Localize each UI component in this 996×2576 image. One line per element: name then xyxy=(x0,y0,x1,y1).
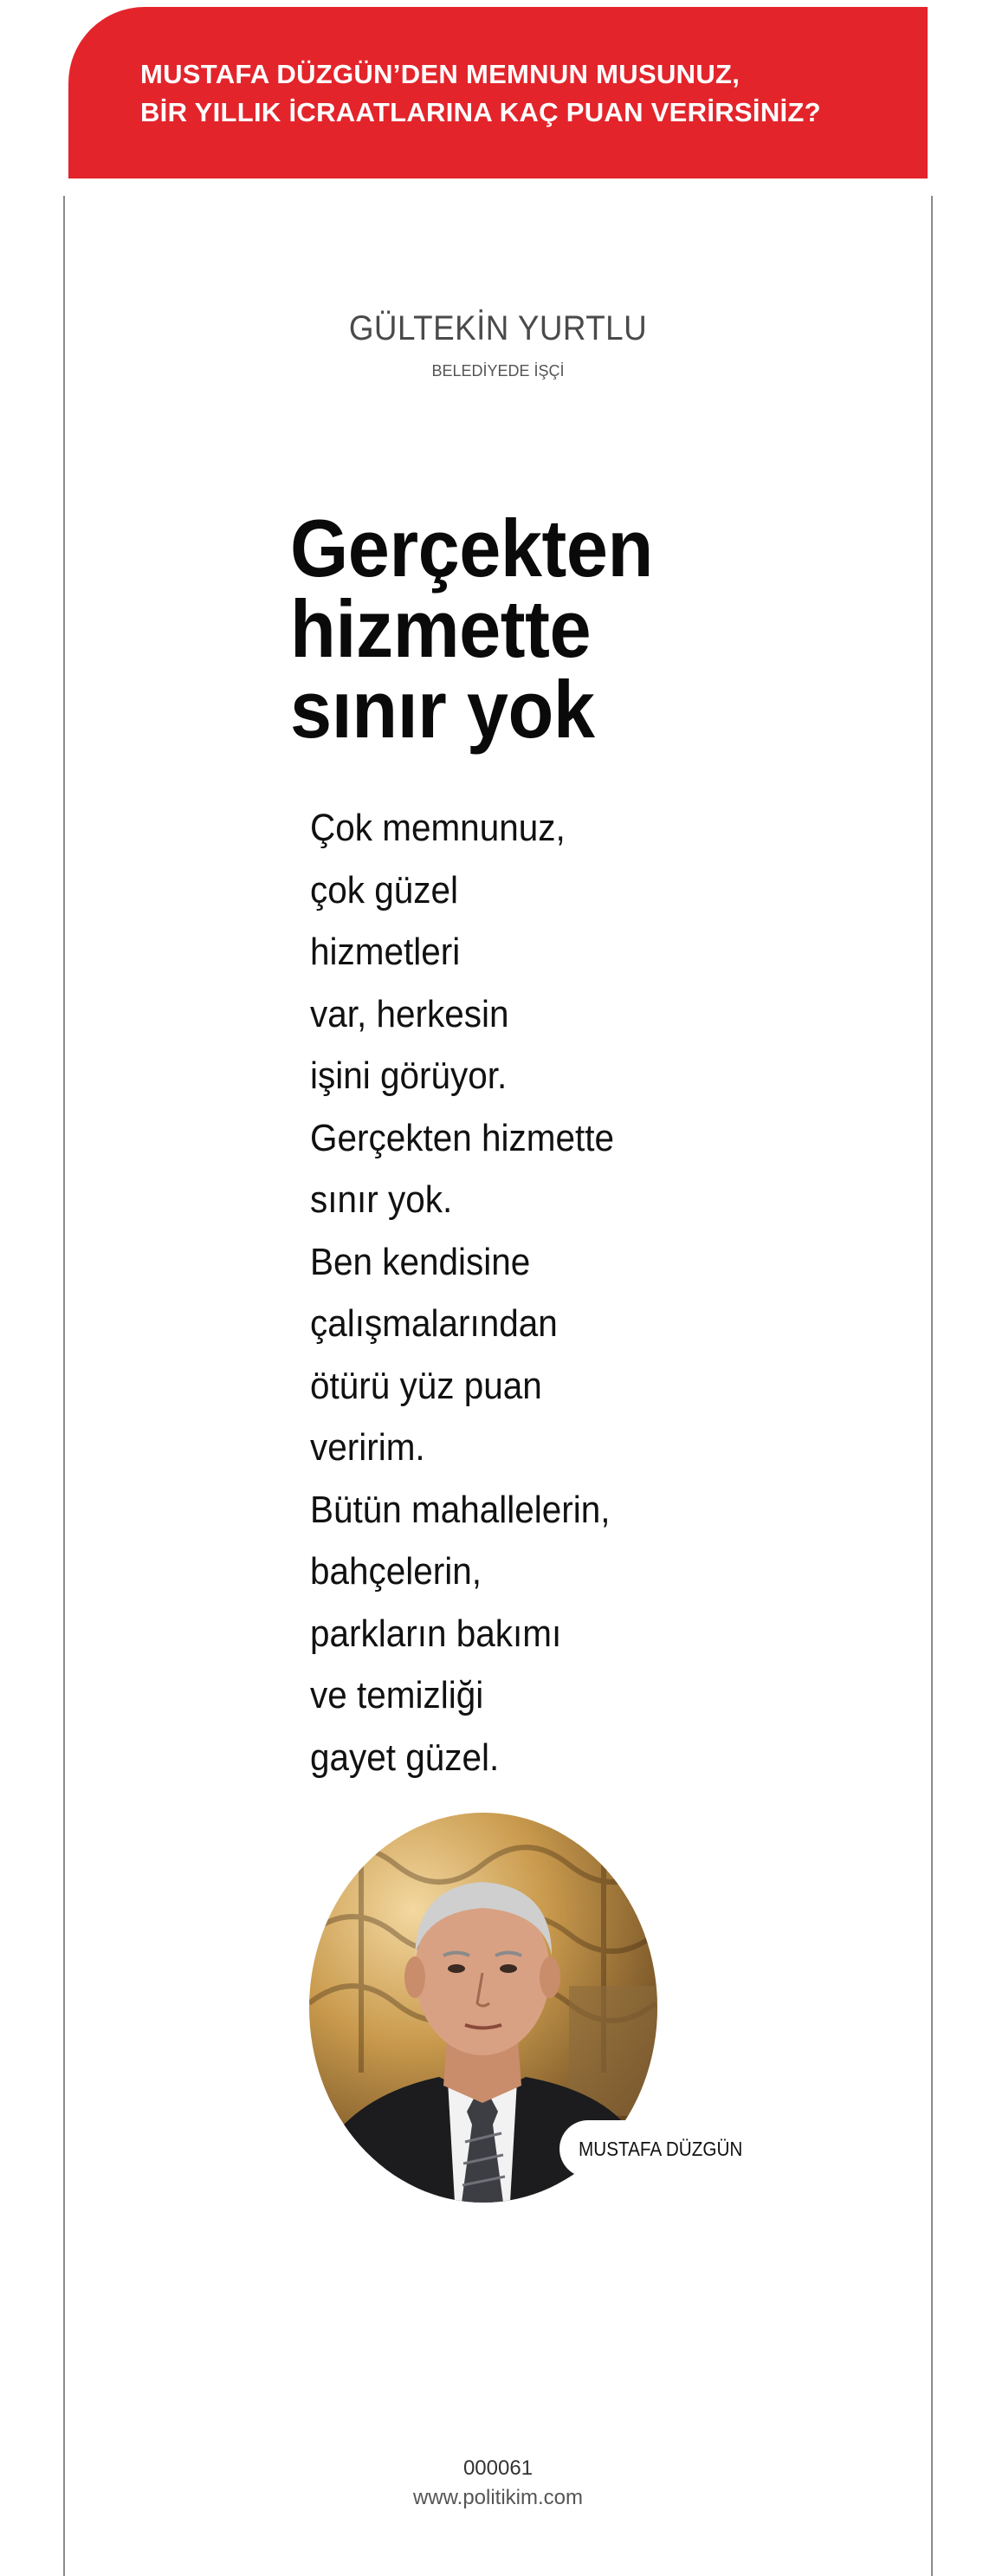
headline-line: Gerçekten xyxy=(290,503,653,594)
quote-line: Gerçekten hizmette xyxy=(310,1116,614,1159)
footer-code: 000061 xyxy=(462,2456,534,2480)
quote-line: işini görüyor. xyxy=(310,1054,508,1097)
quote-line: ötürü yüz puan xyxy=(310,1364,542,1407)
quote-line: gayet güzel. xyxy=(310,1736,500,1779)
quote-line: Bütün mahallelerin, xyxy=(310,1488,611,1531)
headline-line: sınır yok xyxy=(290,664,595,755)
header-banner xyxy=(68,7,928,178)
quote-line: veririm. xyxy=(310,1426,425,1469)
quote-line: parkların bakımı xyxy=(310,1612,562,1655)
quote-line: bahçelerin, xyxy=(310,1550,482,1593)
interviewee-role: BELEDİYEDE İŞÇİ xyxy=(431,362,565,380)
quote-line: hizmetleri xyxy=(310,931,461,973)
header-question-line-2: BİR YILLIK İCRAATLARINA KAÇ PUAN VERİRSİNİZ? xyxy=(140,97,821,127)
header-question-line-1: MUSTAFA DÜZGÜN’DEN MEMNUN MUSUNUZ, xyxy=(140,59,741,89)
quote-line: Ben kendisine xyxy=(310,1240,531,1283)
quote-line: sınır yok. xyxy=(310,1178,453,1221)
quote-body xyxy=(310,797,644,1788)
left-border-line xyxy=(63,196,65,2576)
headline-line: hizmette xyxy=(290,583,592,674)
quote-line: çok güzel xyxy=(310,868,459,912)
quote-line: çalışmalarından xyxy=(310,1302,558,1345)
footer-url[interactable]: www.politikim.com xyxy=(412,2486,584,2509)
interviewee-name: GÜLTEKİN YURTLU xyxy=(348,309,648,347)
quote-line: ve temizliği xyxy=(310,1674,484,1716)
caption-text: MUSTAFA DÜZGÜN xyxy=(579,2137,743,2160)
quote-line: var, herkesin xyxy=(310,992,509,1035)
quote-line: Çok memnunuz, xyxy=(310,807,566,849)
photo-caption xyxy=(559,2120,766,2177)
quote-headline xyxy=(290,503,704,755)
right-border-line xyxy=(931,196,933,2576)
